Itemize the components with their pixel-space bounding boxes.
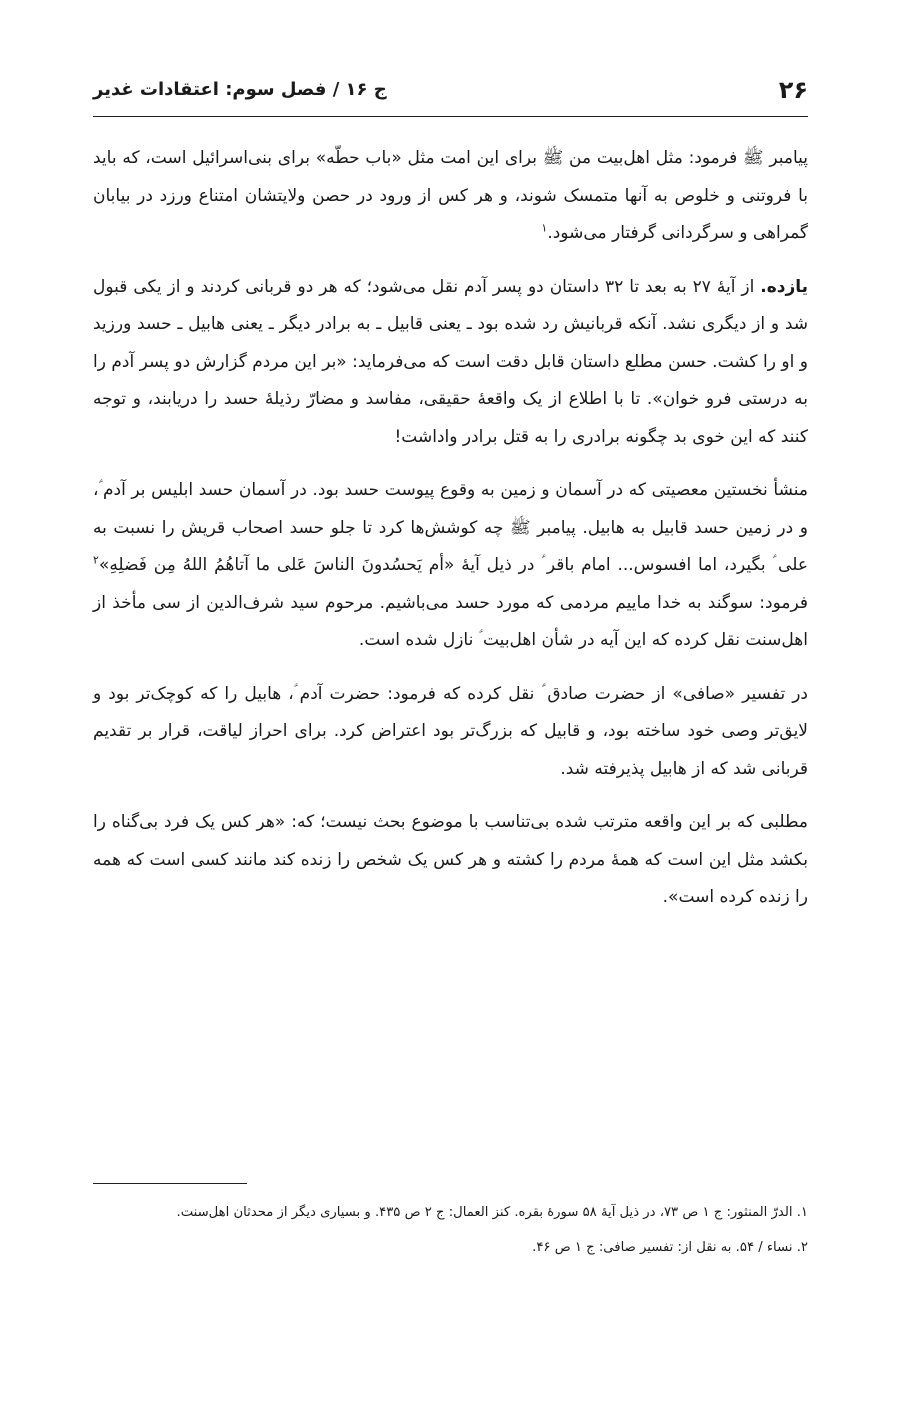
paragraph-2 <box>93 269 808 457</box>
paragraph-3 <box>93 472 808 660</box>
footnote-2: ۲. نساء / ۵۴. به نقل از: تفسیر صافی: ج ۱ ص ۴۶. <box>532 1240 808 1255</box>
footnote-1: ۱. الدرّ المنثور: ج ۱ ص ۷۳، در ذیل آیهٔ ۵۸ سورهٔ بقره. کنز العمال: ج ۲ ص ۴۳۵. و بسیاری دیگر از محدثان اهل‌سنت. <box>176 1205 808 1220</box>
section-lead: یازده. <box>760 276 809 297</box>
footnotes <box>93 1198 808 1268</box>
page-body <box>93 140 808 933</box>
page-number: ۲۶ <box>778 76 808 104</box>
page-header <box>93 72 808 112</box>
paragraph-text: در تفسیر «صافی» از حضرت صادق ؑ نقل کرده که فرمود: حضرت آدم ؑ، هابیل را که کوچک‌تر بود و لایق‌تر وصی خود ساخته بود، و قابیل که بزرگ‌تر بود اعتراض کرد. برای احراز لیاقت، قرار بر تقدیم قربانی شد که از هابیل پذیرفته شد. <box>93 683 808 779</box>
header-rule <box>93 116 808 117</box>
paragraph-1 <box>93 140 808 253</box>
paragraph-5 <box>93 804 808 917</box>
paragraph-text: از آیهٔ ۲۷ به بعد تا ۳۲ داستان دو پسر آدم نقل می‌شود؛ که هر دو قربانی کردند و از یکی قبول شد و از دیگری نشد. آنکه قربانیش رد شده بود ـ یعنی قابیل ـ به برادر دیگر ـ یعنی هابیل ـ حسد ورزید و او را کشت. حسن مطلع داستان قابل دقت است که می‌فرماید: «بر این مردم گزارش دو پسر آدم را به درستی فرو خوان». تا با اطلاع از یک واقعهٔ حقیقی، مفاسد و مضارّ رذیلهٔ حسد را دریابند، و توجه کنند که این خوی بد چگونه برادری را به قتل برادر واداشت! <box>93 276 808 447</box>
footnote-ref-1: ۱ <box>541 221 548 235</box>
paragraph-text: منشأ نخستین معصیتی که در آسمان و زمین به وقوع پیوست حسد بود. در آسمان حسد ابلیس بر آدم ؑ، و در زمین حسد قابیل به هابیل. پیامبر ﷺ چه کوشش‌ها کرد تا جلو حسد اصحاب قریش را نسبت به علی ؑ بگیرد، اما افسوس... امام باقر ؑ در ذیل آیهٔ «أم یَحسُدونَ الناسَ عَلی ما آتاهُمُ اللهُ مِن فَضلِهِ» <box>93 480 808 575</box>
paragraph-4 <box>93 676 808 789</box>
paragraph-text-tail: فرمود: سوگند به خدا ماییم مردمی که مورد حسد می‌باشیم. مرحوم سید شرف‌الدین از سی مأخذ از اهل‌سنت نقل کرده که این آیه در شأن اهل‌بیت ؑ نازل شده است. <box>93 592 808 650</box>
footnote-rule <box>93 1183 247 1184</box>
paragraph-text: مطلبی که بر این واقعه مترتب شده بی‌تناسب با موضوع بحث نیست؛ که: «هر کس یک فرد بی‌گناه را بکشد مثل این است که همهٔ مردم را کشته و هر کس یک شخص را زنده کند مانند کسی است که همه را زنده کرده است». <box>93 812 808 907</box>
book-page <box>93 0 808 1405</box>
paragraph-text: پیامبر ﷺ فرمود: مثل اهل‌بیت من ﷺ برای این امت مثل «باب حطّه» برای بنی‌اسرائیل است، که باید با فروتنی و خلوص به آنها متمسک شوند، و هر کس از ورود در حصن ولایتشان امتناع ورزد در بیابان گمراهی و سرگردانی گرفتار می‌شود. <box>93 148 808 243</box>
running-title: ج ۱۶ / فصل سوم: اعتقادات غدیر <box>93 79 387 100</box>
footnote-ref-2: ۲ <box>93 553 99 567</box>
